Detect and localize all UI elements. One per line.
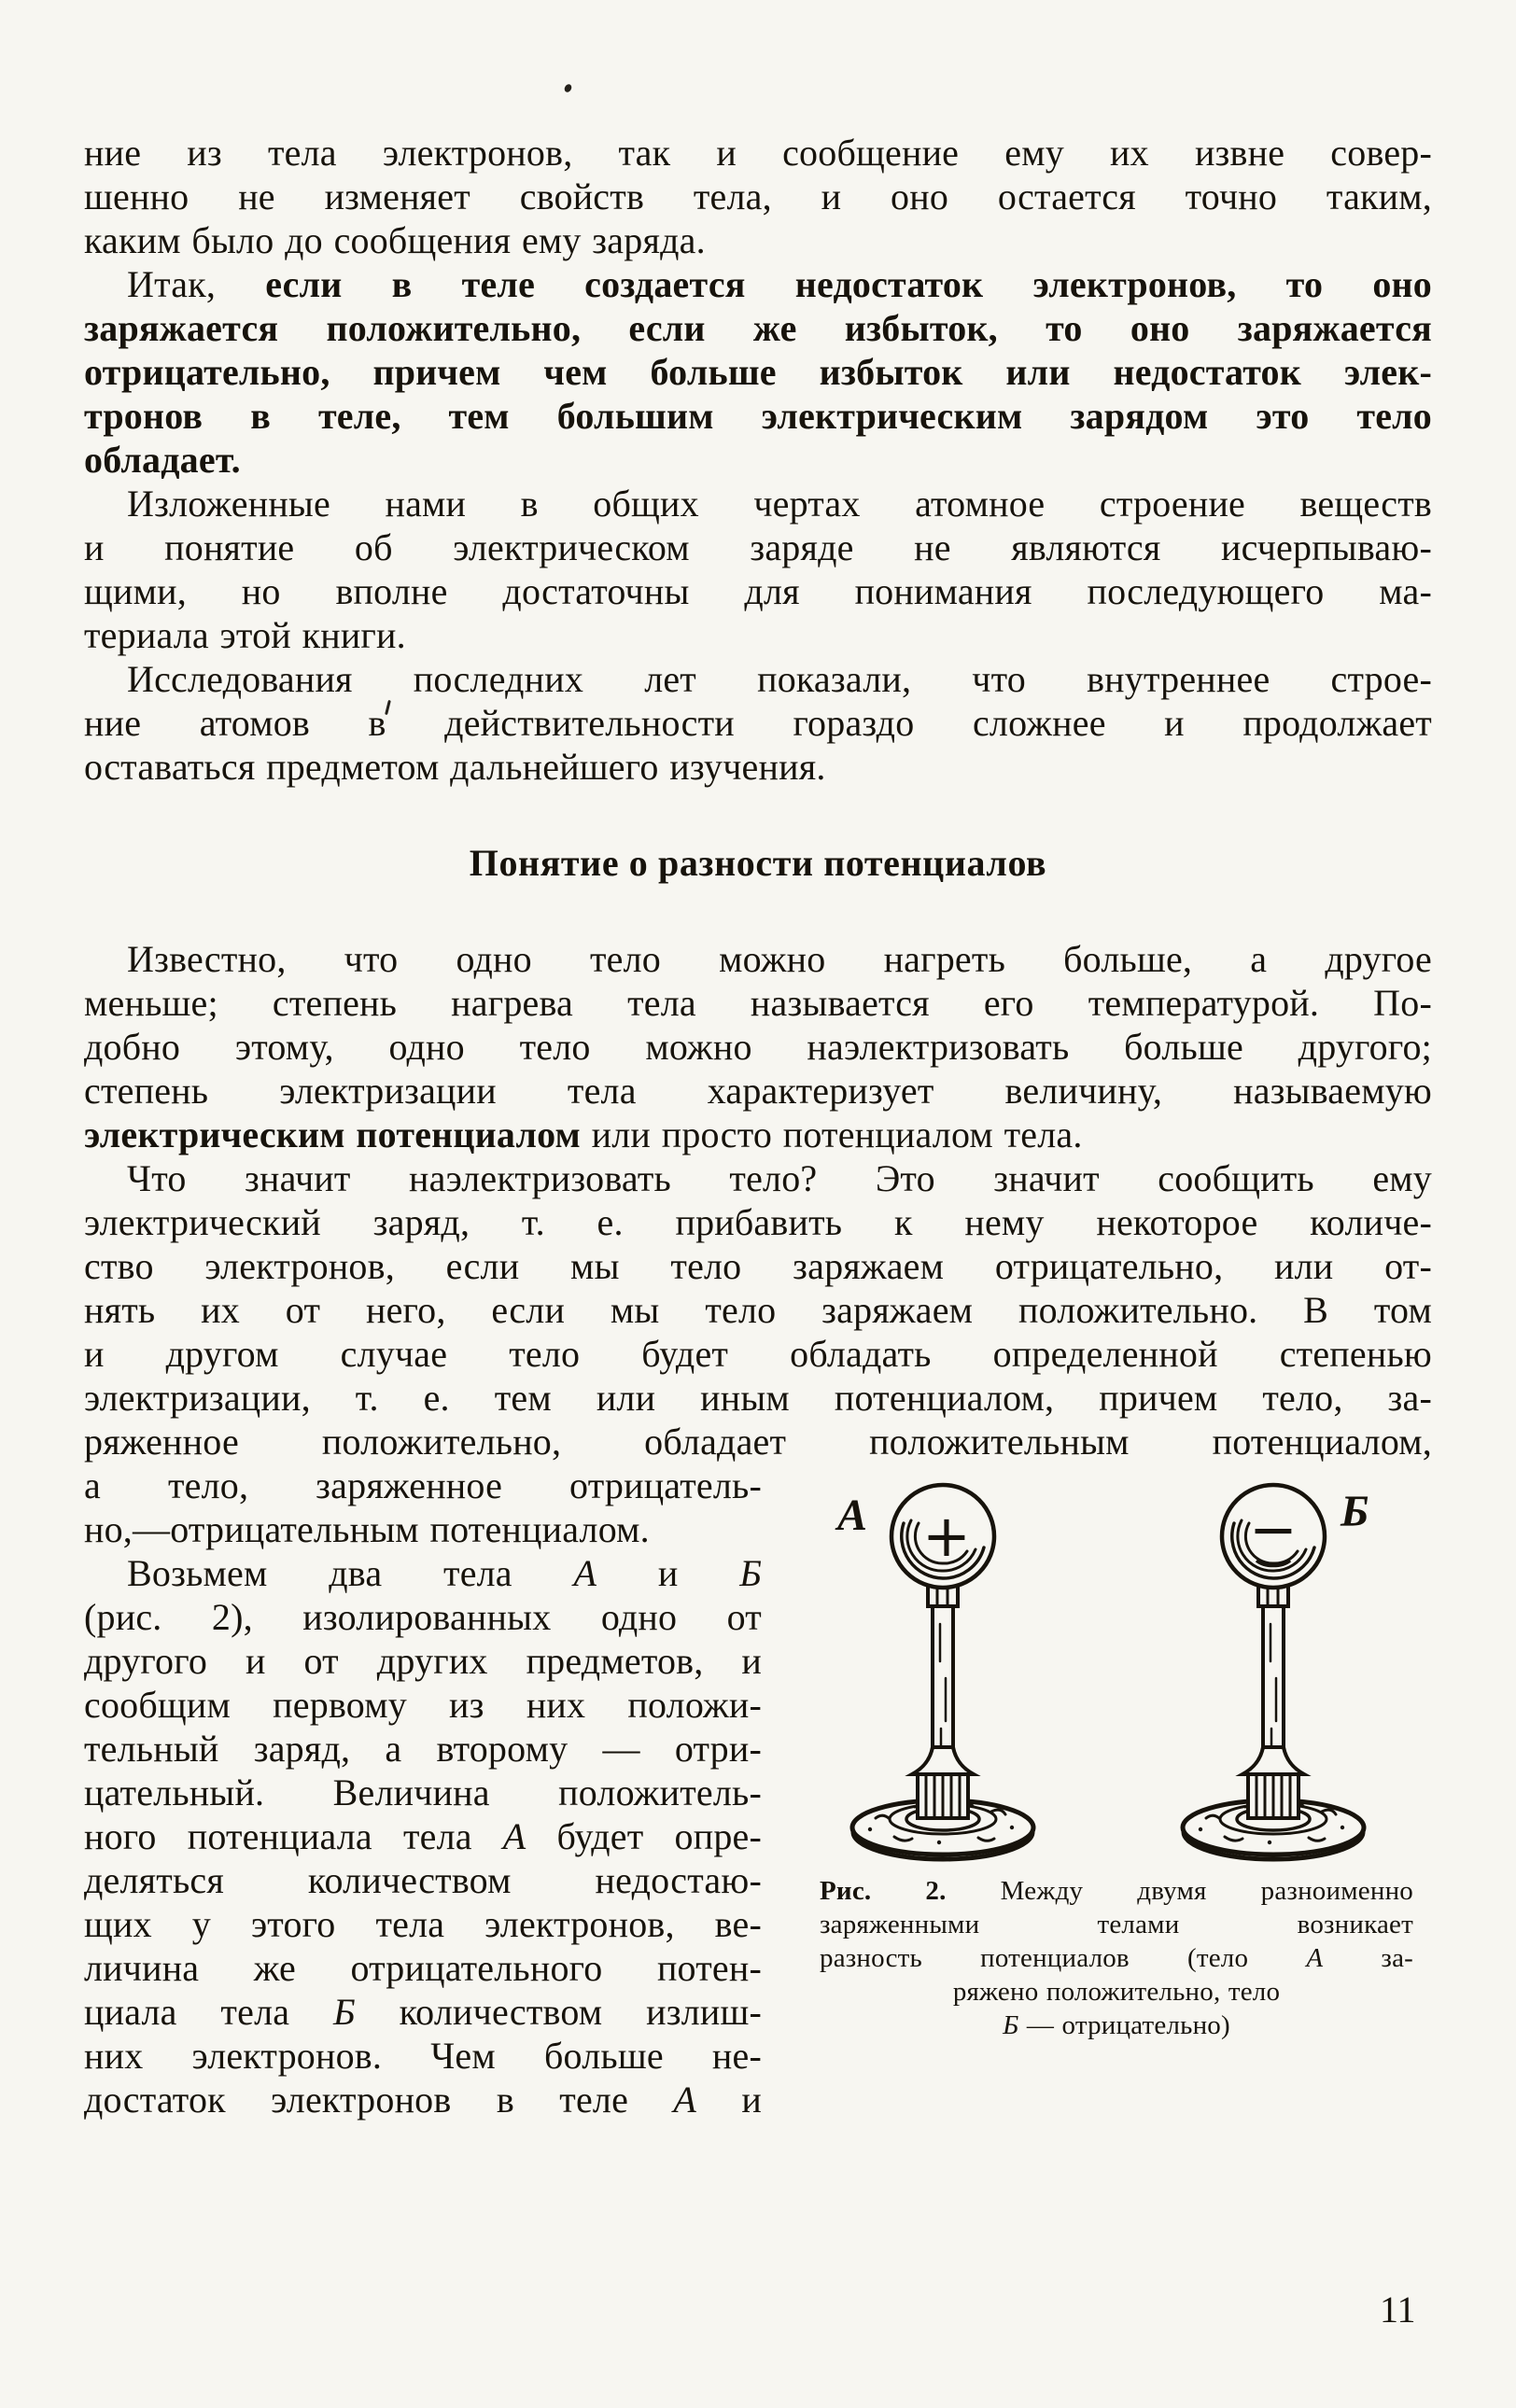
text-block-upper [84,131,1432,789]
text-line: электрический заряд, т. е. прибавить к нему некоторое количе- [84,1201,1432,1243]
text-line: каким было до сообщения ему заряда. [84,219,706,261]
text-line: ряжено положительно, тело [952,1977,1281,2007]
text-line: ного потенциала тела А будет опре- [84,1815,762,1857]
text-line: ряженное положительно, обладает положительным потенциалом, [84,1421,1432,1463]
wrapped-text-column [84,1463,762,2121]
text-line: оставаться предметом дальнейшего изучения. [84,746,826,788]
plus-sign-icon: + [922,1502,971,1570]
text-line: ние из тела электронов, так и сообщение ему их извне совер- [84,132,1432,174]
text-block-after-heading [84,937,1432,1463]
text-line: заряжается положительно, если же избыток, то оно заряжается [84,307,1432,349]
text-line: Б — отрицательно) [1003,2010,1230,2040]
text-line: электрическим потенциалом или просто потенциалом тела. [84,1113,1083,1155]
page-number: 11 [1380,2289,1416,2331]
minus-sign-icon: − [1249,1495,1298,1563]
figure-label-b: Б [1341,1487,1369,1536]
figure-caption [820,1874,1413,2042]
text-line: (рис. 2), изолированных одно от [84,1596,762,1638]
text-line: Рис. 2. Между двумя разноименно [820,1876,1413,1906]
text-line: но,—отрицательным потенциалом. [84,1508,650,1550]
text-line: отрицательно, причем чем больше избыток или недостаток элек- [84,351,1432,393]
text-line: личина же отрицательного потен- [84,1947,762,1989]
text-line: заряженными телами возникает [820,1910,1413,1939]
text-line: степень электризации тела характеризует величину, называемую [84,1070,1432,1112]
text-line: Изложенные нами в общих чертах атомное строение веществ [127,483,1432,525]
text-line: Исследования последних лет показали, что внутреннее строе- [127,658,1432,700]
figure-label-a: А [837,1491,868,1540]
text-line: обладает. [84,439,241,481]
text-line: циала тела Б количеством излиш- [84,1991,762,2033]
text-line: электризации, т. е. тем или иным потенциалом, причем тело, за- [84,1377,1432,1419]
text-line: териала этой книги. [84,614,406,656]
text-line: тельный заряд, а второму — отри- [84,1728,762,1770]
text-line: цательный. Величина положитель- [84,1771,762,1813]
text-line: нять их от него, если мы тело заряжаем положительно. В том [84,1289,1432,1331]
text-line: щими, но вполне достаточны для понимания последующего ма- [84,570,1432,612]
text-line: Итак, если в теле создается недостаток электронов, то оно [127,263,1432,305]
text-line: Известно, что одно тело можно нагреть больше, а другое [127,938,1432,980]
text-line: щих у этого тела электронов, ве- [84,1903,762,1945]
scan-artifact-dot [563,83,573,93]
text-line: деляться количеством недостаю- [84,1859,762,1901]
text-line: ние атомов в действительности гораздо сложнее и продолжает [84,702,1432,744]
text-line: достаток электронов в теле А и [84,2079,762,2121]
text-line: добно этому, одно тело можно наэлектризовать больше другого; [84,1026,1432,1068]
section-heading: Понятие о разности потенциалов [469,842,1047,884]
text-line: Что значит наэлектризовать тело? Это значит сообщить ему [127,1157,1432,1199]
text-line: шенно не изменяет свойств тела, и оно остается точно таким, [84,175,1432,217]
text-line: Возьмем два тела А и Б [127,1552,762,1594]
text-line: ство электронов, если мы тело заряжаем отрицательно, или от- [84,1245,1432,1287]
stand-b [1183,1485,1364,1859]
text-line: и другом случае тело будет обладать определенной степенью [84,1333,1432,1375]
text-line: них электронов. Чем больше не- [84,2035,762,2077]
text-line: и понятие об электрическом заряде не являются исчерпываю- [84,526,1432,568]
text-line: меньше; степень нагрева тела называется его температурой. По- [84,982,1432,1024]
text-line: другого и от других предметов, и [84,1640,762,1682]
stand-a [852,1485,1033,1859]
text-line: а тело, заряженное отрицатель- [84,1464,762,1506]
text-line: тронов в теле, тем большим электрическим зарядом это тело [84,395,1432,437]
main-text-column [84,131,1432,1463]
text-line: разность потенциалов (тело А за- [820,1943,1413,1973]
text-line: сообщим первому из них положи- [84,1684,762,1726]
